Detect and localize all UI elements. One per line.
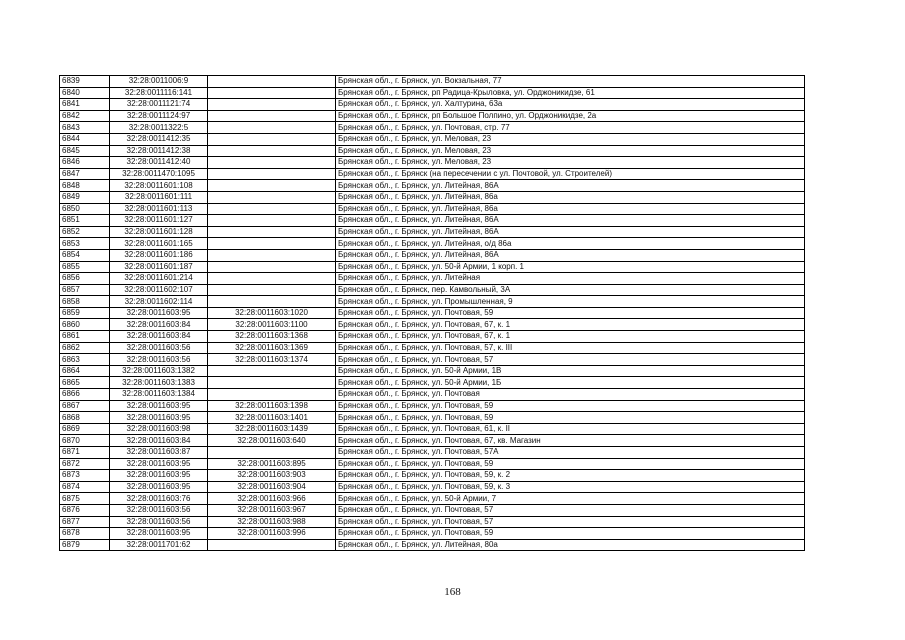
cadastral-number-cell: 32:28:0011603:95 — [110, 470, 208, 482]
table-row — [60, 99, 805, 111]
table-row — [60, 504, 805, 516]
table-row — [60, 307, 805, 319]
table-row — [60, 423, 805, 435]
related-cadastral-number-cell — [208, 203, 336, 215]
address-cell: Брянская обл., г. Брянск, ул. Литейная, 80а — [336, 539, 805, 551]
address-cell: Брянская обл., г. Брянск, ул. Почтовая, 57, к. III — [336, 342, 805, 354]
row-number-cell: 6846 — [60, 157, 110, 169]
cadastral-number-cell: 32:28:0011121:74 — [110, 99, 208, 111]
related-cadastral-number-cell: 32:28:0011603:967 — [208, 504, 336, 516]
row-number-cell: 6870 — [60, 435, 110, 447]
row-number-cell: 6843 — [60, 122, 110, 134]
row-number-cell: 6852 — [60, 226, 110, 238]
address-cell: Брянская обл., г. Брянск, ул. 50-й Армии, 1В — [336, 365, 805, 377]
address-cell: Брянская обл., г. Брянск (на пересечении с ул. Почтовой, ул. Строителей) — [336, 168, 805, 180]
row-number-cell: 6856 — [60, 273, 110, 285]
related-cadastral-number-cell — [208, 122, 336, 134]
row-number-cell: 6868 — [60, 412, 110, 424]
related-cadastral-number-cell: 32:28:0011603:1374 — [208, 354, 336, 366]
address-cell: Брянская обл., г. Брянск, ул. 50-й Армии, 7 — [336, 493, 805, 505]
row-number-cell: 6871 — [60, 447, 110, 459]
related-cadastral-number-cell: 32:28:0011603:1401 — [208, 412, 336, 424]
related-cadastral-number-cell — [208, 87, 336, 99]
cadastral-number-cell: 32:28:0011603:98 — [110, 423, 208, 435]
address-cell: Брянская обл., г. Брянск, ул. Литейная, 86а — [336, 203, 805, 215]
cadastral-number-cell: 32:28:0011603:95 — [110, 528, 208, 540]
address-cell: Брянская обл., г. Брянск, ул. Почтовая, 59, к. 3 — [336, 481, 805, 493]
cadastral-number-cell: 32:28:0011701:62 — [110, 539, 208, 551]
address-cell: Брянская обл., г. Брянск, ул. Почтовая, 57 — [336, 354, 805, 366]
related-cadastral-number-cell: 32:28:0011603:1439 — [208, 423, 336, 435]
table-row — [60, 470, 805, 482]
table-row — [60, 133, 805, 145]
related-cadastral-number-cell: 32:28:0011603:1368 — [208, 331, 336, 343]
address-cell: Брянская обл., г. Брянск, рп Радица-Крыловка, ул. Орджоникидзе, 61 — [336, 87, 805, 99]
related-cadastral-number-cell — [208, 133, 336, 145]
table-row — [60, 261, 805, 273]
address-cell: Брянская обл., г. Брянск, ул. Литейная, 86А — [336, 226, 805, 238]
row-number-cell: 6844 — [60, 133, 110, 145]
table-row — [60, 273, 805, 285]
table-row — [60, 87, 805, 99]
related-cadastral-number-cell — [208, 180, 336, 192]
cadastral-number-cell: 32:28:0011603:84 — [110, 435, 208, 447]
cadastral-number-cell: 32:28:0011006:9 — [110, 76, 208, 88]
address-cell: Брянская обл., г. Брянск, ул. Почтовая, 57 — [336, 516, 805, 528]
address-cell: Брянская обл., г. Брянск, ул. Почтовая, 57А — [336, 447, 805, 459]
table-row — [60, 389, 805, 401]
related-cadastral-number-cell: 32:28:0011603:640 — [208, 435, 336, 447]
cadastral-number-cell: 32:28:0011601:128 — [110, 226, 208, 238]
table-row — [60, 319, 805, 331]
row-number-cell: 6857 — [60, 284, 110, 296]
table-row — [60, 400, 805, 412]
row-number-cell: 6848 — [60, 180, 110, 192]
cadastral-number-cell: 32:28:0011601:186 — [110, 249, 208, 261]
row-number-cell: 6855 — [60, 261, 110, 273]
row-number-cell: 6867 — [60, 400, 110, 412]
cadastral-number-cell: 32:28:0011412:38 — [110, 145, 208, 157]
related-cadastral-number-cell — [208, 238, 336, 250]
related-cadastral-number-cell: 32:28:0011603:1369 — [208, 342, 336, 354]
cadastral-number-cell: 32:28:0011603:56 — [110, 342, 208, 354]
row-number-cell: 6869 — [60, 423, 110, 435]
row-number-cell: 6858 — [60, 296, 110, 308]
address-cell: Брянская обл., г. Брянск, ул. Почтовая, 57 — [336, 504, 805, 516]
table-row — [60, 180, 805, 192]
cadastral-number-cell: 32:28:0011470:1095 — [110, 168, 208, 180]
row-number-cell: 6850 — [60, 203, 110, 215]
cadastral-number-cell: 32:28:0011602:114 — [110, 296, 208, 308]
row-number-cell: 6854 — [60, 249, 110, 261]
table-row — [60, 226, 805, 238]
related-cadastral-number-cell: 32:28:0011603:988 — [208, 516, 336, 528]
row-number-cell: 6866 — [60, 389, 110, 401]
address-cell: Брянская обл., г. Брянск, ул. Меловая, 23 — [336, 145, 805, 157]
row-number-cell: 6875 — [60, 493, 110, 505]
cadastral-number-cell: 32:28:0011603:56 — [110, 504, 208, 516]
row-number-cell: 6864 — [60, 365, 110, 377]
address-cell: Брянская обл., г. Брянск, ул. Почтовая, 59 — [336, 400, 805, 412]
table-row — [60, 122, 805, 134]
row-number-cell: 6860 — [60, 319, 110, 331]
related-cadastral-number-cell: 32:28:0011603:1020 — [208, 307, 336, 319]
cadastral-number-cell: 32:28:0011603:76 — [110, 493, 208, 505]
table-row — [60, 447, 805, 459]
cadastral-number-cell: 32:28:0011601:127 — [110, 215, 208, 227]
table-row — [60, 168, 805, 180]
address-cell: Брянская обл., г. Брянск, ул. Почтовая, 67, к. 1 — [336, 319, 805, 331]
row-number-cell: 6851 — [60, 215, 110, 227]
address-cell: Брянская обл., г. Брянск, ул. Вокзальная, 77 — [336, 76, 805, 88]
table-row — [60, 215, 805, 227]
table-row — [60, 528, 805, 540]
related-cadastral-number-cell — [208, 215, 336, 227]
cadastral-number-cell: 32:28:0011603:95 — [110, 458, 208, 470]
cadastral-number-cell: 32:28:0011601:187 — [110, 261, 208, 273]
cadastral-number-cell: 32:28:0011603:1384 — [110, 389, 208, 401]
related-cadastral-number-cell — [208, 191, 336, 203]
related-cadastral-number-cell: 32:28:0011603:895 — [208, 458, 336, 470]
row-number-cell: 6861 — [60, 331, 110, 343]
cadastral-number-cell: 32:28:0011603:1382 — [110, 365, 208, 377]
address-cell: Брянская обл., г. Брянск, ул. Литейная, 86А — [336, 215, 805, 227]
table-row — [60, 238, 805, 250]
address-cell: Брянская обл., г. Брянск, ул. Литейная, 86А — [336, 249, 805, 261]
table-row — [60, 342, 805, 354]
cadastral-number-cell: 32:28:0011601:113 — [110, 203, 208, 215]
row-number-cell: 6859 — [60, 307, 110, 319]
cadastral-number-cell: 32:28:0011603:1383 — [110, 377, 208, 389]
registry-table — [59, 75, 805, 551]
related-cadastral-number-cell: 32:28:0011603:1398 — [208, 400, 336, 412]
cadastral-number-cell: 32:28:0011601:108 — [110, 180, 208, 192]
address-cell: Брянская обл., г. Брянск, ул. Халтурина, 63а — [336, 99, 805, 111]
address-cell: Брянская обл., г. Брянск, ул. Литейная, о/д 86а — [336, 238, 805, 250]
cadastral-number-cell: 32:28:0011603:95 — [110, 481, 208, 493]
address-cell: Брянская обл., г. Брянск, ул. Почтовая, 67, к. 1 — [336, 331, 805, 343]
related-cadastral-number-cell: 32:28:0011603:903 — [208, 470, 336, 482]
row-number-cell: 6842 — [60, 110, 110, 122]
cadastral-number-cell: 32:28:0011603:84 — [110, 331, 208, 343]
row-number-cell: 6876 — [60, 504, 110, 516]
row-number-cell: 6878 — [60, 528, 110, 540]
row-number-cell: 6841 — [60, 99, 110, 111]
table-row — [60, 284, 805, 296]
related-cadastral-number-cell — [208, 377, 336, 389]
row-number-cell: 6879 — [60, 539, 110, 551]
address-cell: Брянская обл., г. Брянск, ул. Почтовая, 59 — [336, 458, 805, 470]
cadastral-number-cell: 32:28:0011322:5 — [110, 122, 208, 134]
row-number-cell: 6839 — [60, 76, 110, 88]
related-cadastral-number-cell — [208, 226, 336, 238]
table-row — [60, 539, 805, 551]
table-row — [60, 354, 805, 366]
cadastral-number-cell: 32:28:0011412:35 — [110, 133, 208, 145]
related-cadastral-number-cell — [208, 284, 336, 296]
row-number-cell: 6849 — [60, 191, 110, 203]
page-number: 168 — [444, 586, 461, 598]
related-cadastral-number-cell — [208, 76, 336, 88]
related-cadastral-number-cell — [208, 110, 336, 122]
table-row — [60, 493, 805, 505]
related-cadastral-number-cell — [208, 145, 336, 157]
cadastral-number-cell: 32:28:0011603:84 — [110, 319, 208, 331]
cadastral-number-cell: 32:28:0011602:107 — [110, 284, 208, 296]
row-number-cell: 6840 — [60, 87, 110, 99]
address-cell: Брянская обл., г. Брянск, ул. Литейная — [336, 273, 805, 285]
related-cadastral-number-cell — [208, 168, 336, 180]
table-row — [60, 110, 805, 122]
table-row — [60, 458, 805, 470]
table-row — [60, 412, 805, 424]
cadastral-number-cell: 32:28:0011412:40 — [110, 157, 208, 169]
address-cell: Брянская обл., г. Брянск, ул. Почтовая, 61, к. II — [336, 423, 805, 435]
table-row — [60, 191, 805, 203]
related-cadastral-number-cell — [208, 157, 336, 169]
row-number-cell: 6865 — [60, 377, 110, 389]
row-number-cell: 6877 — [60, 516, 110, 528]
address-cell: Брянская обл., г. Брянск, ул. Литейная, 86а — [336, 191, 805, 203]
address-cell: Брянская обл., г. Брянск, ул. Почтовая, 67, кв. Магазин — [336, 435, 805, 447]
row-number-cell: 6862 — [60, 342, 110, 354]
address-cell: Брянская обл., г. Брянск, ул. 50-й Армии, 1 корп. 1 — [336, 261, 805, 273]
row-number-cell: 6874 — [60, 481, 110, 493]
table-row — [60, 435, 805, 447]
related-cadastral-number-cell — [208, 99, 336, 111]
table-row — [60, 516, 805, 528]
address-cell: Брянская обл., г. Брянск, ул. Почтовая, 59 — [336, 307, 805, 319]
address-cell: Брянская обл., г. Брянск, ул. Почтовая — [336, 389, 805, 401]
row-number-cell: 6873 — [60, 470, 110, 482]
cadastral-number-cell: 32:28:0011601:165 — [110, 238, 208, 250]
table-row — [60, 76, 805, 88]
table-row — [60, 203, 805, 215]
table-row — [60, 249, 805, 261]
address-cell: Брянская обл., г. Брянск, ул. Меловая, 23 — [336, 157, 805, 169]
row-number-cell: 6853 — [60, 238, 110, 250]
address-cell: Брянская обл., г. Брянск, ул. 50-й Армии, 1Б — [336, 377, 805, 389]
related-cadastral-number-cell: 32:28:0011603:966 — [208, 493, 336, 505]
related-cadastral-number-cell — [208, 273, 336, 285]
row-number-cell: 6847 — [60, 168, 110, 180]
cadastral-number-cell: 32:28:0011603:95 — [110, 412, 208, 424]
related-cadastral-number-cell — [208, 389, 336, 401]
cadastral-number-cell: 32:28:0011124:97 — [110, 110, 208, 122]
row-number-cell: 6872 — [60, 458, 110, 470]
address-cell: Брянская обл., г. Брянск, ул. Литейная, 86А — [336, 180, 805, 192]
related-cadastral-number-cell — [208, 539, 336, 551]
related-cadastral-number-cell: 32:28:0011603:904 — [208, 481, 336, 493]
row-number-cell: 6845 — [60, 145, 110, 157]
cadastral-number-cell: 32:28:0011601:214 — [110, 273, 208, 285]
cadastral-number-cell: 32:28:0011603:95 — [110, 307, 208, 319]
address-cell: Брянская обл., г. Брянск, рп Большое Полпино, ул. Орджоникидзе, 2а — [336, 110, 805, 122]
row-number-cell: 6863 — [60, 354, 110, 366]
cadastral-number-cell: 32:28:0011601:111 — [110, 191, 208, 203]
cadastral-number-cell: 32:28:0011603:56 — [110, 354, 208, 366]
cadastral-number-cell: 32:28:0011603:87 — [110, 447, 208, 459]
address-cell: Брянская обл., г. Брянск, ул. Почтовая, 59 — [336, 412, 805, 424]
table-row — [60, 296, 805, 308]
address-cell: Брянская обл., г. Брянск, пер. Камвольный, 3А — [336, 284, 805, 296]
cadastral-number-cell: 32:28:0011603:95 — [110, 400, 208, 412]
address-cell: Брянская обл., г. Брянск, ул. Почтовая, 59 — [336, 528, 805, 540]
related-cadastral-number-cell — [208, 296, 336, 308]
table-row — [60, 145, 805, 157]
registry-table-body — [60, 76, 805, 551]
related-cadastral-number-cell — [208, 447, 336, 459]
table-row — [60, 365, 805, 377]
related-cadastral-number-cell — [208, 365, 336, 377]
cadastral-number-cell: 32:28:0011603:56 — [110, 516, 208, 528]
table-row — [60, 331, 805, 343]
address-cell: Брянская обл., г. Брянск, ул. Почтовая, стр. 77 — [336, 122, 805, 134]
related-cadastral-number-cell: 32:28:0011603:996 — [208, 528, 336, 540]
address-cell: Брянская обл., г. Брянск, ул. Почтовая, 59, к. 2 — [336, 470, 805, 482]
related-cadastral-number-cell: 32:28:0011603:1100 — [208, 319, 336, 331]
related-cadastral-number-cell — [208, 261, 336, 273]
cadastral-number-cell: 32:28:0011116:141 — [110, 87, 208, 99]
address-cell: Брянская обл., г. Брянск, ул. Меловая, 23 — [336, 133, 805, 145]
table-row — [60, 157, 805, 169]
address-cell: Брянская обл., г. Брянск, ул. Промышленная, 9 — [336, 296, 805, 308]
table-row — [60, 377, 805, 389]
table-row — [60, 481, 805, 493]
related-cadastral-number-cell — [208, 249, 336, 261]
